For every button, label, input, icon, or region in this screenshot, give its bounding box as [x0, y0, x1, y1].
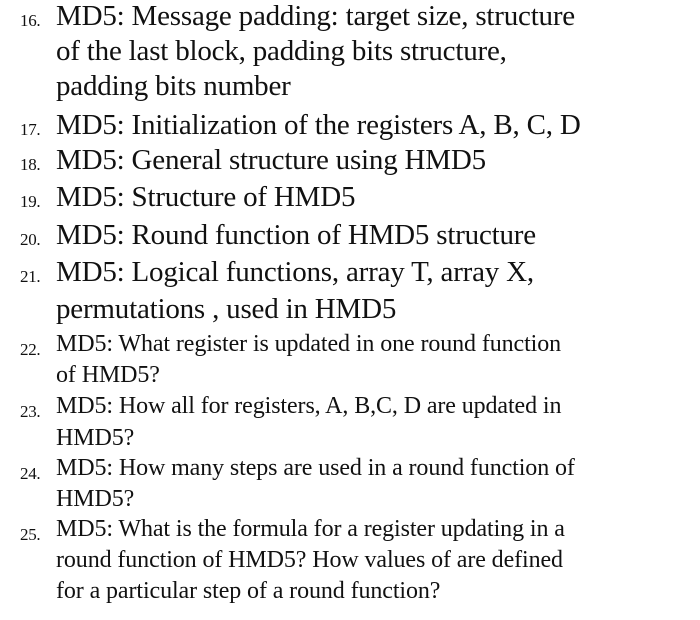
item-text-line: MD5: Message padding: target size, structure — [56, 0, 575, 32]
item-text-line: of the last block, padding bits structure, — [56, 35, 507, 67]
item-text-line: HMD5? — [56, 425, 135, 451]
item-text-line: MD5: Initialization of the registers A, B, C, D — [56, 109, 581, 141]
item-text-line: padding bits number — [56, 70, 291, 102]
item-text-line: permutations , used in HMD5 — [56, 293, 397, 325]
item-text-line: MD5: Structure of HMD5 — [56, 181, 356, 213]
item-number: 16. — [20, 11, 41, 30]
item-number: 21. — [20, 267, 41, 286]
item-number: 18. — [20, 155, 41, 174]
item-text-line: MD5: General structure using HMD5 — [56, 144, 486, 176]
item-text-line: MD5: How many steps are used in a round function of — [56, 455, 575, 481]
item-text-line: MD5: What register is updated in one round function — [56, 331, 562, 357]
item-number: 20. — [20, 230, 41, 249]
item-text-line: round function of HMD5? How values of are defined — [56, 547, 563, 573]
item-text-line: for a particular step of a round function? — [56, 578, 441, 604]
item-text-line: MD5: What is the formula for a register updating in a — [56, 516, 565, 542]
item-text-line: MD5: Round function of HMD5 structure — [56, 219, 536, 251]
item-text-line: HMD5? — [56, 486, 135, 512]
item-text-line: MD5: Logical functions, array T, array X, — [56, 256, 534, 288]
item-number: 22. — [20, 340, 41, 359]
item-number: 17. — [20, 120, 41, 139]
item-number: 23. — [20, 402, 41, 421]
item-text-line: MD5: How all for registers, A, B,C, D are updated in — [56, 393, 562, 419]
item-number: 19. — [20, 192, 41, 211]
item-number: 25. — [20, 525, 41, 544]
item-number: 24. — [20, 464, 41, 483]
item-text-line: of HMD5? — [56, 362, 160, 388]
